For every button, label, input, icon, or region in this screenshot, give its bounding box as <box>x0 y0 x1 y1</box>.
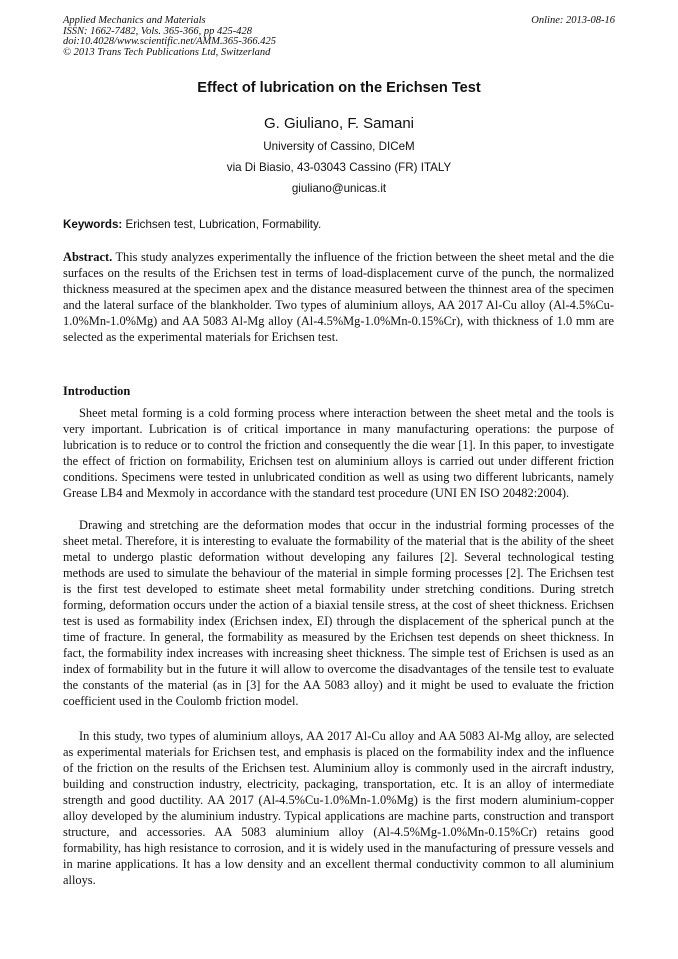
paper-title: Effect of lubrication on the Erichsen Test <box>197 80 481 96</box>
issn-line: ISSN: 1662-7482, Vols. 365-366, pp 425-428 <box>63 25 252 37</box>
affiliation-institution: University of Cassino, DICeM <box>263 140 415 153</box>
introduction-paragraph-1: Sheet metal forming is a cold forming process where interaction between the sheet metal and the tools is very important. Lubrication is of critical importance in many manufacturing operations: the purpose of lubrication is to reduce or to control the friction and consequently the die wear [1]. In this paper, to investigate the effect of friction on formability, Erichsen test on aluminium alloys is carried out under different friction conditions. Specimens were tested in unlubricated condition as well as using two different lubricants, namely Grease LB4 and Mexmoly in accordance with the standard test procedure (UNI EN ISO 20482:2004). <box>63 406 614 500</box>
introduction-paragraph-2: Drawing and stretching are the deformation modes that occur in the industrial forming processes of the sheet metal. Therefore, it is interesting to evaluate the formability of the material that is the ability of the sheet metal to undergo plastic deformation without developing any failures [2]. Several technological testing methods are used to simulate the behaviour of the material in simple forming processes [2]. The Erichsen test is the first test developed to estimate sheet metal formability under stretching conditions. During stretch forming, deformation occurs under the action of a biaxial tensile stress, at the cost of sheet thickness. Erichsen test is used as formability index (Erichsen index, EI) through the displacement of the spherical punch at the time of fracture. In general, the formability as measured by the Erichsen test depends on sheet thickness. In fact, the formability index increases with increasing sheet thickness. The simple test of Erichsen is used as an index of formability but in the future it will allow to overcome the disadvantages of the tensile test to evaluate the constants of the material (as in [3] for the AA 5083 alloy) and it might be used to evaluate the friction coefficient used in the Coulomb friction model. <box>63 518 614 708</box>
journal-name: Applied Mechanics and Materials <box>63 15 206 26</box>
online-date: Online: 2013-08-16 <box>531 15 615 26</box>
abstract-text: This study analyzes experimentally the influence of the friction between the sheet metal and the die surfaces on the results of the Erichsen test in terms of load-displacement curve of the punch, the normalized thickness measured at the specimen apex and the distance measured between the thinnest area of the specimen and the lateral surface of the blankholder. Two types of aluminium alloys, AA 2017 Al-Cu alloy (Al-4.5%Cu-1.0%Mn-1.0%Mg) and AA 5083 Al-Mg alloy (Al-4.5%Mg-1.0%Mn-0.15%Cr), with thickness of 1.0 mm are selected as the experimental materials for Erichsen test. <box>63 250 614 344</box>
keywords-label: Keywords: <box>63 218 123 231</box>
doi-line: doi:10.4028/www.scientific.net/AMM.365-366.425 <box>63 36 276 48</box>
introduction-paragraph-3: In this study, two types of aluminium alloys, AA 2017 Al-Cu alloy and AA 5083 Al-Mg alloy, are selected as experimental materials for Erichsen test, and emphasis is placed on the formability index and the influence of the friction on the results of the Erichsen test. Aluminium alloy is commonly used in the aircraft industry, building and construction industry, electricity, packaging, transportation, etc. It is an alloy of intermediate strength and good ductility. AA 2017 (Al-4.5%Cu-1.0%Mn-1.0%Mg) is the first modern aluminium-copper alloy developed by the aluminium industry. Typical applications are machine parts, construction and transport structure, and accessories. AA 5083 aluminium alloy (Al-4.5%Mg-1.0%Mn-0.15%Cr) retains good formability, has high resistance to corrosion, and it is widely used in the manufacturing of pressure vessels and in marine applications. It has a low density and an excellent thermal conductivity common to all aluminium alloys. <box>63 729 614 887</box>
keywords <box>63 218 615 231</box>
section-heading-introduction: Introduction <box>63 384 131 398</box>
copyright-line: © 2013 Trans Tech Publications Ltd, Switzerland <box>63 46 271 58</box>
abstract <box>63 249 614 345</box>
author-email: giuliano@unicas.it <box>291 182 387 195</box>
journal-header <box>63 16 615 58</box>
keywords-text: Erichsen test, Lubrication, Formability. <box>125 218 322 231</box>
authors: G. Giuliano, F. Samani <box>263 115 415 132</box>
abstract-label: Abstract. <box>63 250 113 264</box>
affiliation-address: via Di Biasio, 43-03043 Cassino (FR) ITALY <box>226 161 452 174</box>
